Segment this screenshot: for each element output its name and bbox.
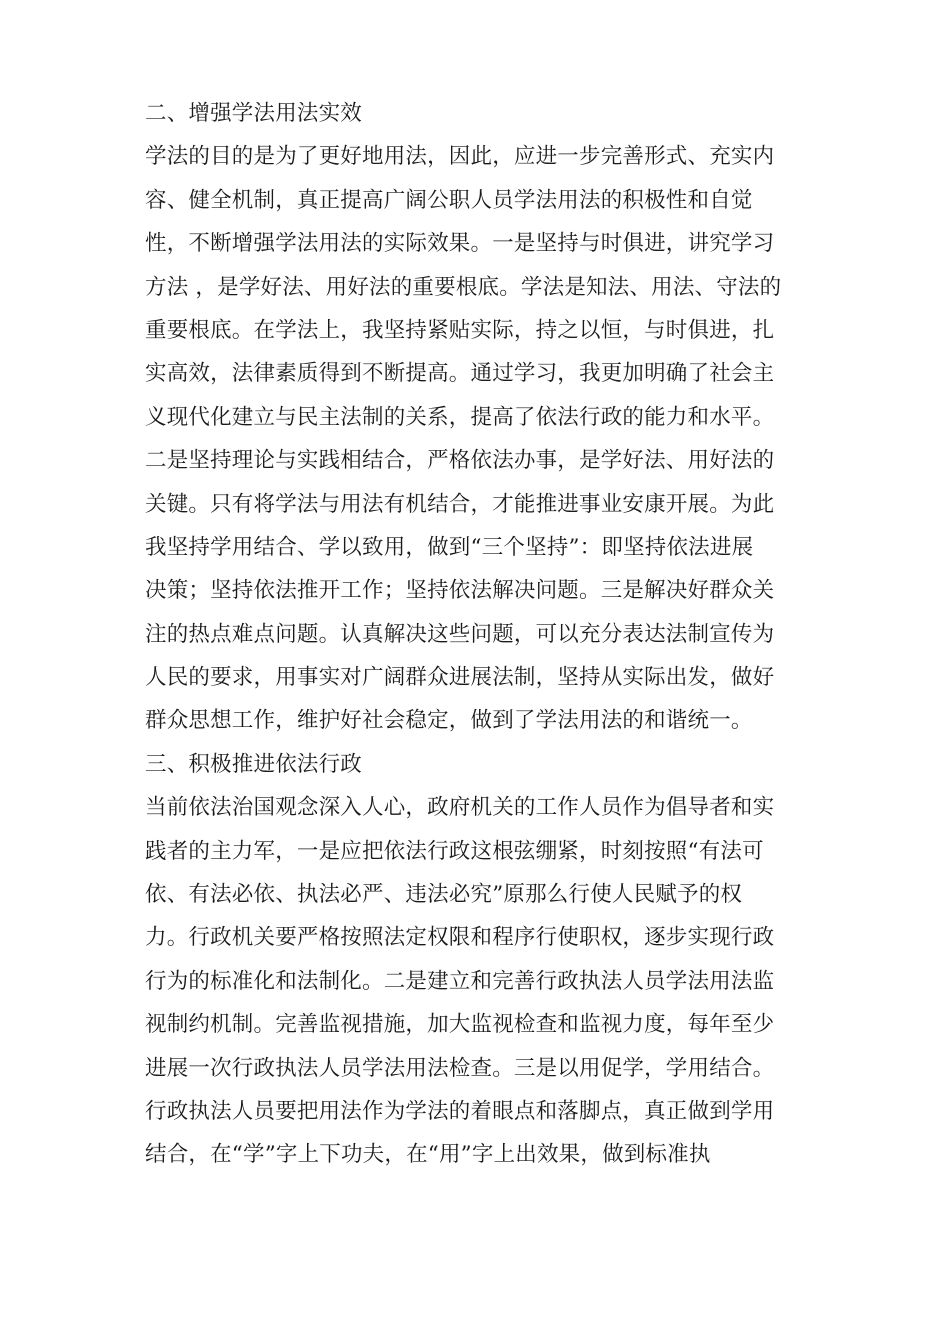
body-line: 注的热点难点问题。认真解决这些问题，可以充分表达法制宣传为 xyxy=(145,621,775,647)
body-line: 二是坚持理论与实践相结合，严格依法办事，是学好法、用好法的 xyxy=(145,448,775,474)
body-line: 重要根底。在学法上，我坚持紧贴实际，持之以恒，与时俱进，扎 xyxy=(145,317,775,343)
body-line: 践者的主力军，一是应把依法行政这根弦绷紧，时刻按照“有法可 xyxy=(145,838,764,864)
body-line: 义现代化建立与民主法制的关系，提高了依法行政的能力和水平。 xyxy=(145,404,775,430)
body-line: 实高效，法律素质得到不断提高。通过学习，我更加明确了社会主 xyxy=(145,361,775,387)
body-line: 当前依法治国观念深入人心，政府机关的工作人员作为倡导者和实 xyxy=(145,795,775,821)
section-heading-2: 二、增强学法用法实效 xyxy=(145,101,363,126)
body-line: 性，不断增强学法用法的实际效果。一是坚持与时俱进，讲究学习 xyxy=(145,231,775,257)
body-line: 关键。只有将学法与用法有机结合，才能推进事业安康开展。为此 xyxy=(145,491,775,517)
body-line: 人民的要求，用事实对广阔群众进展法制，坚持从实际出发，做好 xyxy=(145,665,775,691)
body-line: 依、有法必依、执法必严、违法必究”原那么行使人民赋予的权 xyxy=(145,882,743,908)
body-line: 进展一次行政执法人员学法用法检查。三是以用促学，学用结合。 xyxy=(145,1055,775,1081)
body-line: 行为的标准化和法制化。二是建立和完善行政执法人员学法用法监 xyxy=(145,968,775,994)
body-line: 决策；坚持依法推开工作；坚持依法解决问题。三是解决好群众关 xyxy=(145,578,775,604)
document-body xyxy=(145,92,815,1177)
body-line: 方法 ，是学好法、用好法的重要根底。学法是知法、用法、守法的 xyxy=(145,274,782,300)
body-line: 学法的目的是为了更好地用法，因此，应进一步完善形式、充实内 xyxy=(145,144,775,170)
body-line: 我坚持学用结合、学以致用，做到“三个坚持”：即坚持依法进展 xyxy=(145,534,754,560)
body-line: 视制约机制。完善监视措施，加大监视检查和监视力度，每年至少 xyxy=(145,1012,775,1038)
body-line: 容、健全机制，真正提高广阔公职人员学法用法的积极性和自觉 xyxy=(145,187,753,213)
body-line: 力。行政机关要严格按照法定权限和程序行使职权，逐步实现行政 xyxy=(145,925,775,951)
body-line: 结合，在“学”字上下功夫，在“用”字上出效果，做到标准执 xyxy=(145,1142,711,1168)
section-heading-3: 三、积极推进依法行政 xyxy=(145,751,363,777)
body-line: 行政执法人员要把用法作为学法的着眼点和落脚点，真正做到学用 xyxy=(145,1098,775,1124)
body-line: 群众思想工作，维护好社会稳定，做到了学法用法的和谐统一。 xyxy=(145,708,753,734)
